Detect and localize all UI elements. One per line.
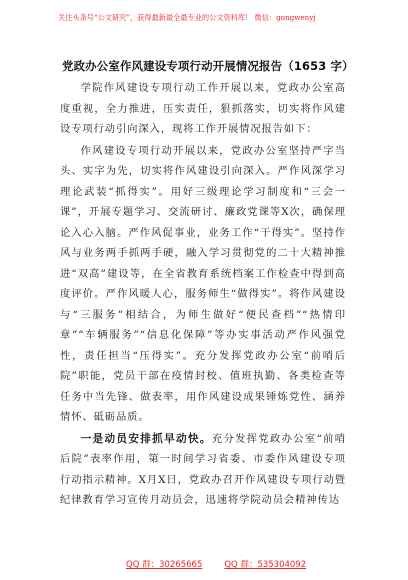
paragraph-overview bbox=[60, 141, 346, 428]
qq-group-1: QQ 群：30265665 bbox=[126, 560, 203, 570]
paragraph-text: 作风建设专项行动开展以来，党政办公室坚持严字当头、实字为先，切实将作风建设引向深入。严作风深学习理论武装“抓得实”。用好三级理论学习制度和“三会一课”，开展专题学习、交流研讨、廉政党课等X次，确保理论入心入脑。严作风促事业，业务工作“干得实”。坚持作风与业务两手抓两手硬，融入学习贯彻党的二十大精神推进“双高”建设等，在全省教育系统档案工作检查中得到高度评价。严作风暖人心，服务师生“做得实”。将作风建设与“三服务”相结合，为师生做好“便民查档”“热情印章”“车辆服务”“信息化保障”等办实事活动严作风强党性，责任担当“压得实”。充分发挥党政办公室“前哨后院”职能，党员干部在疫情封校、值班执勤、各类检查等任务中当先锋、做表率，用作风建设成果锤炼党性、涵养情怀、砥砺品质。 bbox=[60, 144, 346, 423]
footer-contact bbox=[126, 558, 326, 572]
paragraph-lead: 一是动员安排抓早动快。 bbox=[80, 432, 212, 445]
paragraph-text: 充分发挥党政办公室“前哨后院”表率作用，第一时间学习省委、市委作风建设专项行动指示精神。X月X日，党政办召开作风建设专项行动暨纪律教育学习宣传月动员会，迅速将学院动员会精神传达 bbox=[60, 432, 346, 506]
header-banner: 关注头条号“公文研究”，获得最新最全最专业的公文资料库！ 微信：gongwenyj bbox=[58, 13, 316, 22]
qq-group-2: QQ 群：535304092 bbox=[224, 560, 307, 570]
paragraph-mobilization bbox=[60, 429, 346, 511]
paragraph-intro bbox=[60, 78, 346, 140]
paragraph-text: 学院作风建设专项行动工作开展以来，党政办公室高度重视，全力推进，压实责任，狠抓落实，切实将作风建设专项行动引向深入，现将工作开展情况报告如下： bbox=[60, 82, 346, 135]
document-body bbox=[60, 78, 346, 512]
document-title: 党政办公室作风建设专项行动开展情况报告（1653 字） bbox=[62, 59, 354, 73]
